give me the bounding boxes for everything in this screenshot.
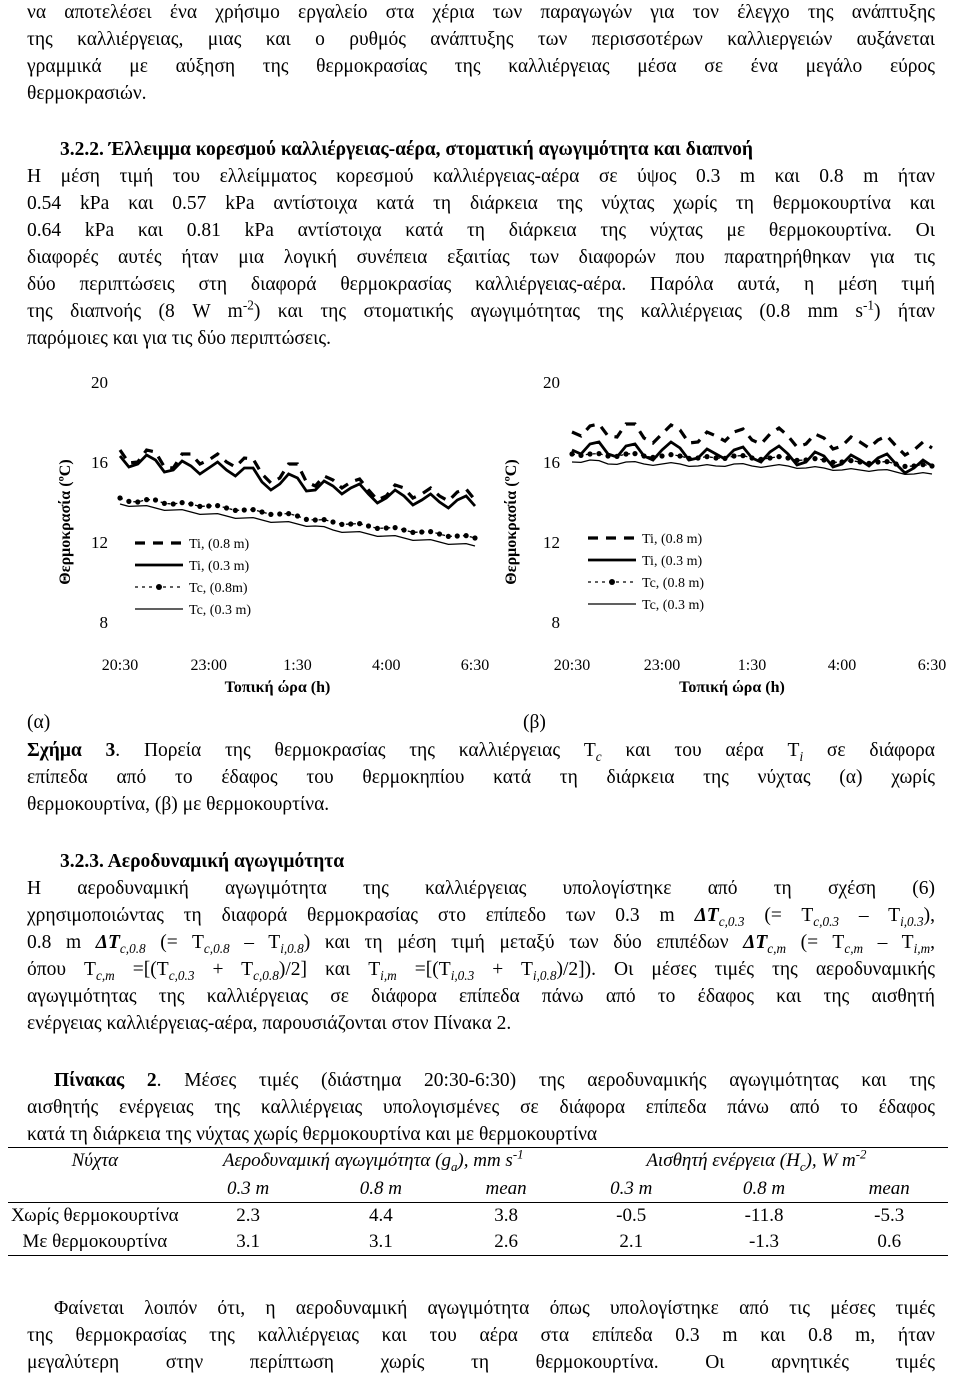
data-point — [776, 454, 781, 459]
table-2 — [8, 1146, 948, 1256]
data-point — [330, 519, 335, 524]
table-cell: -5.3 — [874, 1205, 905, 1226]
table-cell: 0.6 — [877, 1231, 902, 1252]
legend-label: Tc, (0.8 m) — [642, 576, 705, 591]
s322-line-7: παρόμοιες και για τις δύο περιπτώσεις. — [27, 328, 331, 349]
data-point — [767, 455, 772, 460]
data-point — [455, 533, 460, 538]
data-point — [472, 535, 477, 540]
data-point — [171, 501, 176, 506]
s322-line-2: 0.54 kPa και 0.57 kPa αντίστοιχα κατά τη διάρκεια της νύχτας χωρίς τη θερμοκουρτίνα και — [27, 193, 935, 214]
s322-line-6: της διαπνοής (8 W $m^{-2}$) και της στοματικής αγωγιμότητας της καλλιέργειας (0.8 mm $s^{-1}$) ήταν — [27, 297, 935, 322]
legend-marker — [609, 579, 615, 585]
table-cell: -11.8 — [744, 1205, 784, 1226]
data-point — [929, 463, 934, 468]
panel-b-label: (β) — [523, 712, 546, 733]
x-tick-label: 1:30 — [283, 657, 312, 674]
figure-caption-line-2: επίπεδα από το έδαφος του θερμοκηπίου κατά τη διάρκεια της νύχτας (α) χωρίς — [27, 767, 935, 788]
x-tick-label: 4:00 — [827, 657, 857, 674]
data-point — [268, 512, 273, 517]
legend-label: Ti, (0.3 m) — [642, 554, 703, 569]
y-tick-label: 16 — [543, 453, 560, 472]
table2-title-line-1: Πίνακας 2. Μέσες τιμές (διάστημα 20:30-6:30) της αεροδυναμικής αγωγιμότητας και της — [54, 1070, 936, 1091]
data-point — [803, 457, 808, 462]
data-point — [632, 451, 637, 456]
data-point — [295, 513, 300, 518]
series-line — [572, 424, 932, 455]
data-point — [812, 456, 817, 461]
data-point — [623, 451, 628, 456]
table-cell: 3.1 — [236, 1231, 260, 1252]
data-point — [419, 529, 424, 534]
header-aero-conductance: Αεροδυναμική αγωγιμότητα $(g_a)$, mm $s^{-1}$ — [222, 1146, 524, 1174]
table-cell: -0.5 — [616, 1205, 647, 1226]
data-point — [277, 511, 282, 516]
table2-title-line-2: αισθητής ενέργειας της καλλιέργειας υπολογισμένες σε διάφορα επίπεδα πάνω από το έδαφος — [27, 1097, 935, 1118]
s323-line-4: όπου $T_{c,m} =[(T_{c,0.3} + T_{c,0.8})/2]$ και $T_{i,m} =[(T_{i,0.3} + T_{i,0.8})/2]$). Οι μέσες τιμές της αεροδυναμικής — [27, 959, 936, 983]
table-cell: 3.8 — [494, 1205, 518, 1226]
x-axis-label: Τοπική ώρα (h) — [224, 679, 331, 696]
s322-line-3: 0.64 kPa και 0.81 kPa αντίστοιχα κατά τη διάρκεια της νύχτας με θερμοκουρτίνα. Οι — [27, 220, 935, 241]
data-point — [587, 451, 592, 456]
data-point — [569, 451, 574, 456]
data-point — [902, 464, 907, 469]
s322-line-5: δύο περιπτώσεις στη διαφορά θερμοκρασίας καλλιέργειας-αέρα. Παρόλα αυτά, η μέση τιμή — [27, 274, 935, 295]
data-point — [366, 523, 371, 528]
y-axis-label: Θερμοκρασία (ºC) — [57, 459, 74, 585]
data-point — [695, 455, 700, 460]
subheader-cell: mean — [868, 1178, 910, 1199]
y-axis-label: Θερμοκρασία (ºC) — [503, 459, 520, 585]
intro-line-1: να αποτελέσει ένα χρήσιμο εργαλείο στα χέρια των παραγωγών για τον έλεγχο της ανάπτυξης — [27, 2, 935, 23]
data-point — [428, 529, 433, 534]
data-point — [722, 456, 727, 461]
data-point — [304, 517, 309, 522]
header-night: Νύχτα — [71, 1150, 119, 1171]
data-point — [446, 534, 451, 539]
subheader-cell: 0.3 m — [610, 1178, 653, 1199]
section-322-heading: 3.2.2. Έλλειμμα κορεσμού καλλιέργειας-αέρα, στοματική αγωγιμότητα και διαπνοή — [60, 139, 753, 160]
data-point — [686, 456, 691, 461]
legend-label: Tc, (0.8m) — [189, 581, 248, 596]
legend-marker — [156, 584, 162, 590]
figure-caption-line-1: Σχήμα 3. Πορεία της θερμοκρασίας της καλλιέργειας $T_c$ και του αέρα $T_i$ σε διάφορα — [27, 740, 935, 764]
x-tick-label: 20:30 — [101, 657, 139, 674]
table-cell: 3.1 — [369, 1231, 393, 1252]
subheader-cell: 0.8 m — [359, 1178, 403, 1199]
legend-label: Ti, (0.8 m) — [642, 532, 703, 547]
data-point — [135, 499, 140, 504]
data-point — [830, 460, 835, 465]
s323-line-6: ενέργειας καλλιέργειας-αέρα, παρουσιάζονται στον Πίνακα 2. — [27, 1013, 512, 1034]
chart-a-svg — [0, 362, 490, 702]
data-point — [144, 497, 149, 502]
s323-line-5: αγωγιμότητας της καλλιέργειας σε διάφορα επίπεδα πάνω από το έδαφος και της αισθητή — [27, 986, 935, 1007]
data-point — [224, 505, 229, 510]
y-tick-label: 12 — [91, 533, 108, 552]
closing-line-2: της θερμοκρασίας της καλλιέργειας και του αέρα στα επίπεδα 0.3 m και 0.8 m, ήταν — [27, 1325, 935, 1346]
data-point — [233, 508, 238, 513]
data-point — [251, 507, 256, 512]
data-point — [875, 459, 880, 464]
table2-title-line-3: κατά τη διάρκεια της νύχτας χωρίς θερμοκουρτίνα και με θερμοκουρτίνα — [27, 1124, 598, 1145]
table-cell: -1.3 — [748, 1231, 780, 1252]
y-tick-label: 8 — [551, 613, 560, 632]
data-point — [286, 511, 291, 516]
table-row — [8, 1203, 948, 1230]
legend-label: Ti, (0.8 m) — [189, 537, 250, 552]
closing-line-1: Φαίνεται λοιπόν ότι, η αεροδυναμική αγωγιμότητα όπως υπολογίστηκε από τις μέσες τιμές — [54, 1298, 935, 1319]
x-tick-label: 6:30 — [917, 657, 947, 674]
data-point — [206, 503, 211, 508]
y-tick-label: 12 — [543, 533, 560, 552]
data-point — [259, 509, 264, 514]
legend-label: Ti, (0.3 m) — [189, 559, 250, 574]
data-point — [313, 517, 318, 522]
intro-line-4: θερμοκρασιών. — [27, 83, 147, 104]
chart-panel-a — [0, 362, 490, 702]
table-header-row — [8, 1146, 948, 1176]
y-tick-label: 20 — [91, 373, 108, 392]
table-cell: 2.1 — [619, 1231, 644, 1252]
panel-a-label: (α) — [27, 712, 51, 733]
x-tick-label: 23:00 — [190, 657, 227, 674]
x-tick-label: 23:00 — [643, 657, 681, 674]
data-point — [322, 517, 327, 522]
data-point — [339, 522, 344, 527]
data-point — [242, 507, 247, 512]
data-point — [437, 531, 442, 536]
data-point — [920, 462, 925, 467]
data-point — [668, 452, 673, 457]
data-point — [704, 454, 709, 459]
series-line — [120, 450, 475, 501]
data-point — [794, 458, 799, 463]
data-point — [758, 457, 763, 462]
data-point — [866, 461, 871, 466]
section-323-heading: 3.2.3. Αεροδυναμική αγωγιμότητα — [60, 851, 345, 872]
data-point — [731, 453, 736, 458]
s323-line-1: Η αεροδυναμική αγωγιμότητα της καλλιέργειας υπολογίστηκε από τη σχέση (6) — [27, 878, 935, 899]
row-label: Με θερμοκουρτίνα — [22, 1231, 168, 1252]
y-tick-label: 20 — [543, 373, 560, 392]
data-point — [605, 453, 610, 458]
s323-line-3: 0.8 m $\Delta T_{c,0.8}$ (= $T_{c,0.8} - T_{i,0.8}$) και τη μέση τιμή μεταξύ των δύο επιπέδων $\Delta T_{c,m}$ (= $T_{c,m} - T_{i,m}$, — [27, 932, 936, 956]
data-point — [464, 533, 469, 538]
series-line — [120, 504, 475, 546]
data-point — [614, 454, 619, 459]
table-cell: 2.6 — [494, 1231, 518, 1252]
intro-line-2: της καλλιέργειας, μιας και ο ρυθμός ανάπτυξης των περισσοτέρων καλλιεργειών αυξάνεται — [27, 29, 935, 50]
chart-b-svg — [480, 362, 960, 702]
y-tick-label: 8 — [99, 613, 108, 632]
data-point — [180, 500, 185, 505]
data-point — [348, 521, 353, 526]
subheader-cell: mean — [485, 1178, 527, 1199]
x-tick-label: 1:30 — [737, 657, 767, 674]
data-point — [785, 455, 790, 460]
data-point — [596, 451, 601, 456]
figure-caption-line-3: θερμοκουρτίνα, (β) με θερμοκουρτίνα. — [27, 794, 330, 815]
data-point — [641, 453, 646, 458]
data-point — [375, 526, 380, 531]
data-point — [410, 530, 415, 535]
data-point — [911, 463, 916, 468]
s323-line-2: χρησιμοποιώντας τη διαφορά θερμοκρασίας στο επίπεδο των 0.3 m $\Delta T_{c,0.3}$ (= $T_{c,0.3} - T_{i,0.3}$), — [27, 905, 935, 929]
header-sensible-heat: Αισθητή ενέργεια $(H_c)$, W $m^{-2}$ — [646, 1146, 867, 1174]
s322-line-1: Η μέση τιμή του ελλείμματος κορεσμού καλλιέργειας-αέρα σε ύψος 0.3 m και 0.8 m ήταν — [27, 166, 935, 187]
data-point — [126, 499, 131, 504]
data-point — [749, 455, 754, 460]
row-label: Χωρίς θερμοκουρτίνα — [11, 1205, 179, 1226]
s322-line-4: διαφορές αυτές ήταν μια λογική συνέπεια εξαιτίας των διαφορών που παρατηρήθηκαν για τις — [27, 247, 935, 268]
data-point — [117, 495, 122, 500]
data-point — [188, 501, 193, 506]
data-point — [839, 459, 844, 464]
data-point — [357, 521, 362, 526]
x-tick-label: 20:30 — [553, 657, 591, 674]
table-row — [8, 1229, 948, 1256]
data-point — [153, 497, 158, 502]
data-point — [401, 527, 406, 532]
data-point — [215, 503, 220, 508]
x-tick-label: 4:00 — [372, 657, 401, 674]
data-point — [659, 453, 664, 458]
data-point — [384, 525, 389, 530]
table-cell: 2.3 — [236, 1205, 260, 1226]
subheader-cell: 0.8 m — [742, 1178, 786, 1199]
x-tick-label: 6:30 — [460, 657, 490, 674]
data-point — [848, 458, 853, 463]
data-point — [197, 504, 202, 509]
legend-label: Tc, (0.3 m) — [642, 598, 705, 613]
table-cell: 4.4 — [369, 1205, 393, 1226]
data-point — [821, 457, 826, 462]
data-point — [650, 455, 655, 460]
legend-label: Tc, (0.3 m) — [189, 603, 252, 618]
intro-line-3: γραμμικά με αύξηση της θερμοκρασίας της καλλιέργειας μέσα σε ένα μεγάλο εύρος — [27, 56, 935, 77]
data-point — [884, 459, 889, 464]
closing-line-3: μεγαλύτερη στην περίπτωση χωρίς τη θερμοκουρτίνα. Οι αρνητικές τιμές — [27, 1352, 935, 1373]
data-point — [893, 461, 898, 466]
x-axis-label: Τοπική ώρα (h) — [679, 679, 785, 696]
data-point — [162, 501, 167, 506]
data-point — [740, 453, 745, 458]
data-point — [857, 459, 862, 464]
subheader-cell: 0.3 m — [226, 1178, 270, 1199]
chart-panel-b — [480, 362, 960, 702]
y-tick-label: 16 — [91, 453, 108, 472]
data-point — [677, 453, 682, 458]
data-point — [713, 455, 718, 460]
data-point — [578, 453, 583, 458]
data-point — [393, 525, 398, 530]
table-subheader-row — [8, 1176, 948, 1203]
